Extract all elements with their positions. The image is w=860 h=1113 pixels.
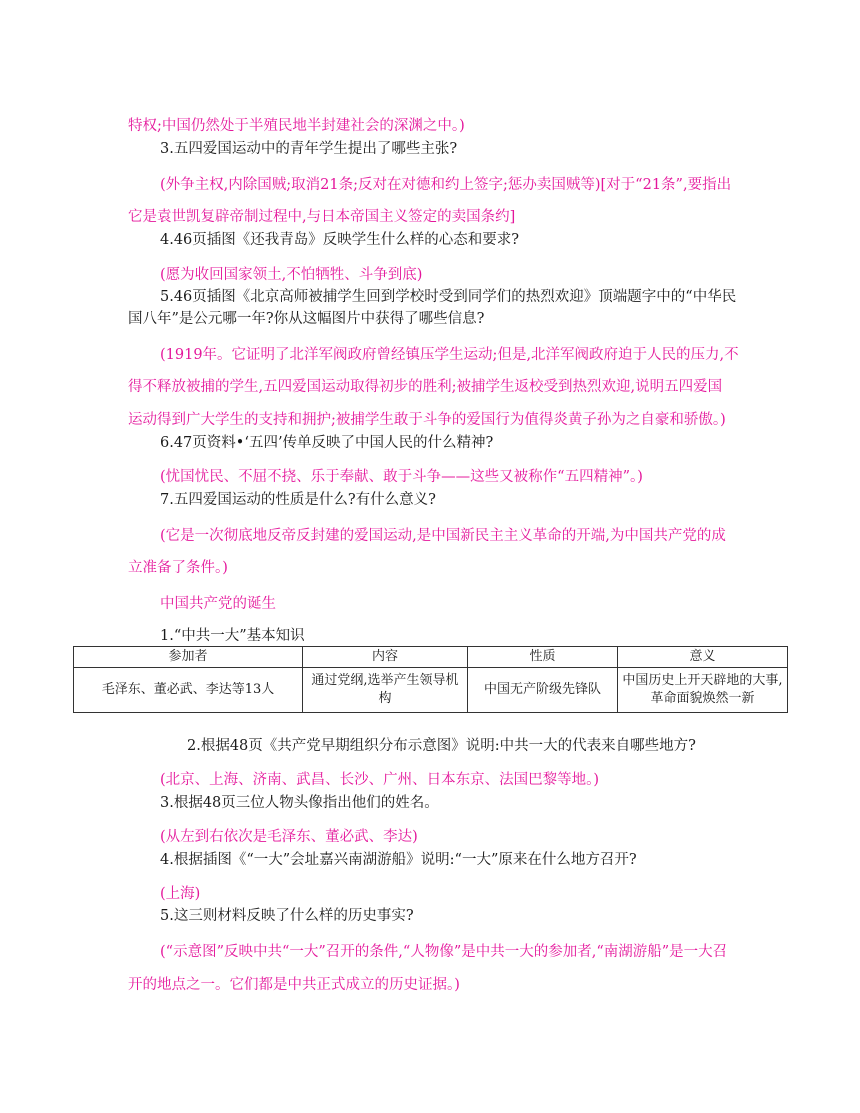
answer-3-cont: 它是袁世凯复辟帝制过程中,与日本帝国主义签定的卖国条约] xyxy=(128,209,516,225)
table-cell: 中国无产阶级先锋队 xyxy=(468,668,618,713)
table-caption: 1.“中共一大”基本知识 xyxy=(160,628,305,644)
answer-7: (它是一次彻底地反帝反封建的爱国运动,是中国新民主主义革命的开端,为中国共产党的成 xyxy=(160,528,726,544)
question-3b: 3.根据48页三位人物头像指出他们的姓名。 xyxy=(160,795,439,811)
section-heading: 中国共产党的诞生 xyxy=(160,596,276,612)
answer-5-cont: 运动得到广大学生的支持和拥护;被捕学生敢于斗争的爱国行为值得炎黄子孙为之自豪和骄傲。) xyxy=(128,412,726,428)
answer-5: (1919年。它证明了北洋军阀政府曾经镇压学生运动;但是,北洋军阀政府迫于人民的压力,不 xyxy=(160,347,739,363)
answer-5-cont: 得不释放被捕的学生,五四爱国运动取得初步的胜利;被捕学生返校受到热烈欢迎,说明五四爱国 xyxy=(128,379,723,395)
table-header: 参加者 xyxy=(74,647,303,668)
answer-6: (忧国忧民、不屈不挠、乐于奉献、敢于斗争——这些又被称作“五四精神”。) xyxy=(160,469,643,485)
answer-4b: (上海) xyxy=(160,886,201,902)
question-7: 7.五四爱国运动的性质是什么?有什么意义? xyxy=(160,492,436,508)
table-row xyxy=(74,668,788,713)
table-header: 性质 xyxy=(468,647,618,668)
knowledge-table xyxy=(73,646,788,713)
answer-7-cont: 立准备了条件。) xyxy=(128,560,228,576)
answer-3b: (从左到右依次是毛泽东、董必武、李达) xyxy=(160,829,418,845)
table-cell: 通过党纲,选举产生领导机构 xyxy=(303,668,468,713)
question-3: 3.五四爱国运动中的青年学生提出了哪些主张? xyxy=(160,141,458,157)
question-5-cont: 国八年”是公元哪一年?你从这幅图片中获得了哪些信息? xyxy=(128,311,485,327)
question-5b: 5.这三则材料反映了什么样的历史事实? xyxy=(160,908,414,924)
question-4: 4.46页插图《还我青岛》反映学生什么样的心态和要求? xyxy=(160,232,520,248)
answer-4: (愿为收回国家领土,不怕牺牲、斗争到底) xyxy=(160,267,423,283)
answer-5b: (“示意图”反映中共“一大”召开的条件,“人物像”是中共一大的参加者,“南湖游船”是一大召 xyxy=(160,944,728,960)
question-2: 2.根据48页《共产党早期组织分布示意图》说明:中共一大的代表来自哪些地方? xyxy=(187,738,696,754)
answer-text: 特权;中国仍然处于半殖民地半封建社会的深渊之中。) xyxy=(128,118,465,134)
table-cell: 中国历史上开天辟地的大事,革命面貌焕然一新 xyxy=(618,668,788,713)
question-5: 5.46页插图《北京高师被捕学生回到学校时受到同学们的热烈欢迎》顶端题字中的“中华民 xyxy=(160,289,737,305)
table-header: 内容 xyxy=(303,647,468,668)
answer-3: (外争主权,内除国贼;取消21条;反对在对德和约上签字;惩办卖国贼等)[对于“21条”,要指出 xyxy=(160,177,732,193)
table-header-row xyxy=(74,647,788,668)
question-6: 6.47页资料•‘五四’传单反映了中国人民的什么精神? xyxy=(160,435,494,451)
answer-5b-cont: 开的地点之一。它们都是中共正式成立的历史证据。) xyxy=(128,977,460,993)
answer-2: (北京、上海、济南、武昌、长沙、广州、日本东京、法国巴黎等地。) xyxy=(160,772,600,788)
table-cell: 毛泽东、董必武、李达等13人 xyxy=(74,668,303,713)
question-4b: 4.根据插图《“一大”会址嘉兴南湖游船》说明:“一大”原来在什么地方召开? xyxy=(160,852,637,868)
table-header: 意义 xyxy=(618,647,788,668)
